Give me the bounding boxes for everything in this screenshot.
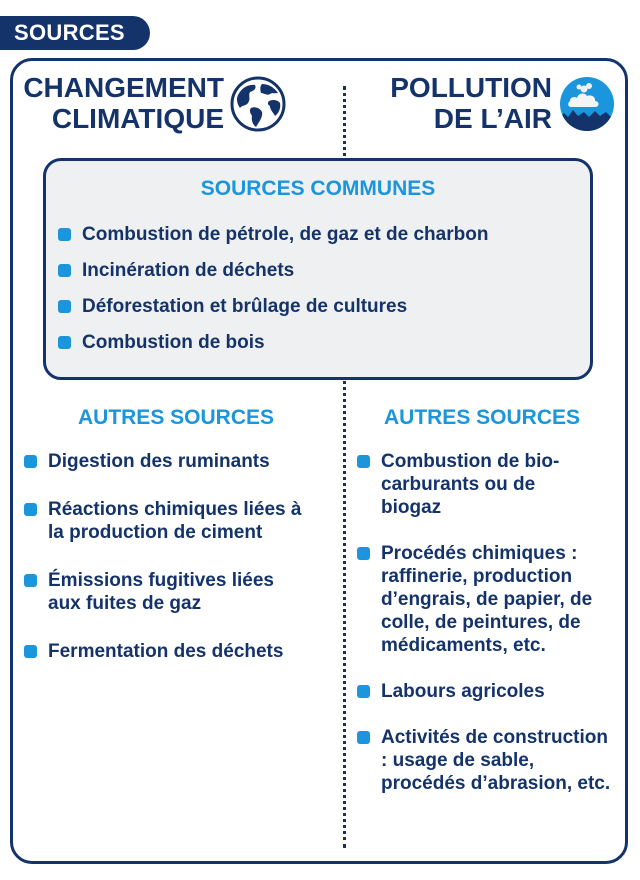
- bullet-icon: [357, 455, 370, 468]
- air-pollution-header: [360, 72, 552, 134]
- list-item-text: Digestion des ruminants: [48, 451, 270, 472]
- right-other-sources-title: AUTRES SOURCES: [383, 406, 581, 429]
- list-item: [58, 259, 488, 282]
- common-sources-title: SOURCES COMMUNES: [200, 177, 436, 200]
- globe-icon: [229, 75, 287, 133]
- left-other-sources-title: AUTRES SOURCES: [77, 406, 275, 429]
- bullet-icon: [58, 264, 71, 277]
- common-sources-list: [58, 223, 488, 367]
- list-item: [24, 640, 324, 663]
- pollution-header-line2: DE L’AIR: [433, 103, 552, 134]
- common-sources-box: [43, 158, 593, 380]
- list-item-text: Activités de construction : usage de sable, procédés d’abrasion, etc.: [381, 727, 611, 794]
- bullet-icon: [58, 228, 71, 241]
- list-item-text: Combustion de bio-carburants ou de biogaz: [381, 451, 560, 518]
- list-item: [357, 542, 617, 657]
- list-item: [357, 680, 617, 703]
- bullet-icon: [357, 547, 370, 560]
- list-item: [58, 331, 488, 354]
- polluted-cloud-icon: [558, 75, 616, 133]
- pollution-other-sources-list: [357, 450, 617, 818]
- climate-header-line2: CLIMATIQUE: [51, 103, 224, 134]
- list-item: [24, 569, 324, 615]
- bullet-icon: [357, 685, 370, 698]
- list-item: [58, 295, 488, 318]
- bullet-icon: [357, 731, 370, 744]
- sources-tab: SOURCES: [0, 16, 150, 50]
- list-item-text: Procédés chimiques : raffinerie, production d’engrais, de papier, de colle, de peintures, de médicaments, etc.: [381, 543, 593, 656]
- list-item: [58, 223, 488, 246]
- climate-other-sources-list: [24, 450, 324, 688]
- bullet-icon: [24, 645, 37, 658]
- bullet-icon: [58, 300, 71, 313]
- bullet-icon: [24, 455, 37, 468]
- list-item-text: Émissions fugitives liées aux fuites de gaz: [48, 570, 274, 614]
- bullet-icon: [24, 503, 37, 516]
- bullet-icon: [58, 336, 71, 349]
- list-item-text: Combustion de bois: [82, 332, 265, 353]
- climate-header-line1: CHANGEMENT: [23, 72, 224, 103]
- list-item: [24, 450, 324, 473]
- pollution-header-line1: POLLUTION: [390, 72, 552, 103]
- list-item: [357, 450, 617, 519]
- list-item-text: Labours agricoles: [381, 681, 545, 702]
- climate-change-header: [22, 72, 224, 134]
- list-item: [357, 726, 617, 795]
- list-item-text: Combustion de pétrole, de gaz et de charbon: [82, 224, 489, 245]
- list-item-text: Réactions chimiques liées à la production de ciment: [48, 499, 302, 543]
- bullet-icon: [24, 574, 37, 587]
- list-item-text: Déforestation et brûlage de cultures: [82, 296, 408, 317]
- list-item-text: Fermentation des déchets: [48, 641, 284, 662]
- list-item: [24, 498, 324, 544]
- list-item-text: Incinération de déchets: [82, 260, 295, 281]
